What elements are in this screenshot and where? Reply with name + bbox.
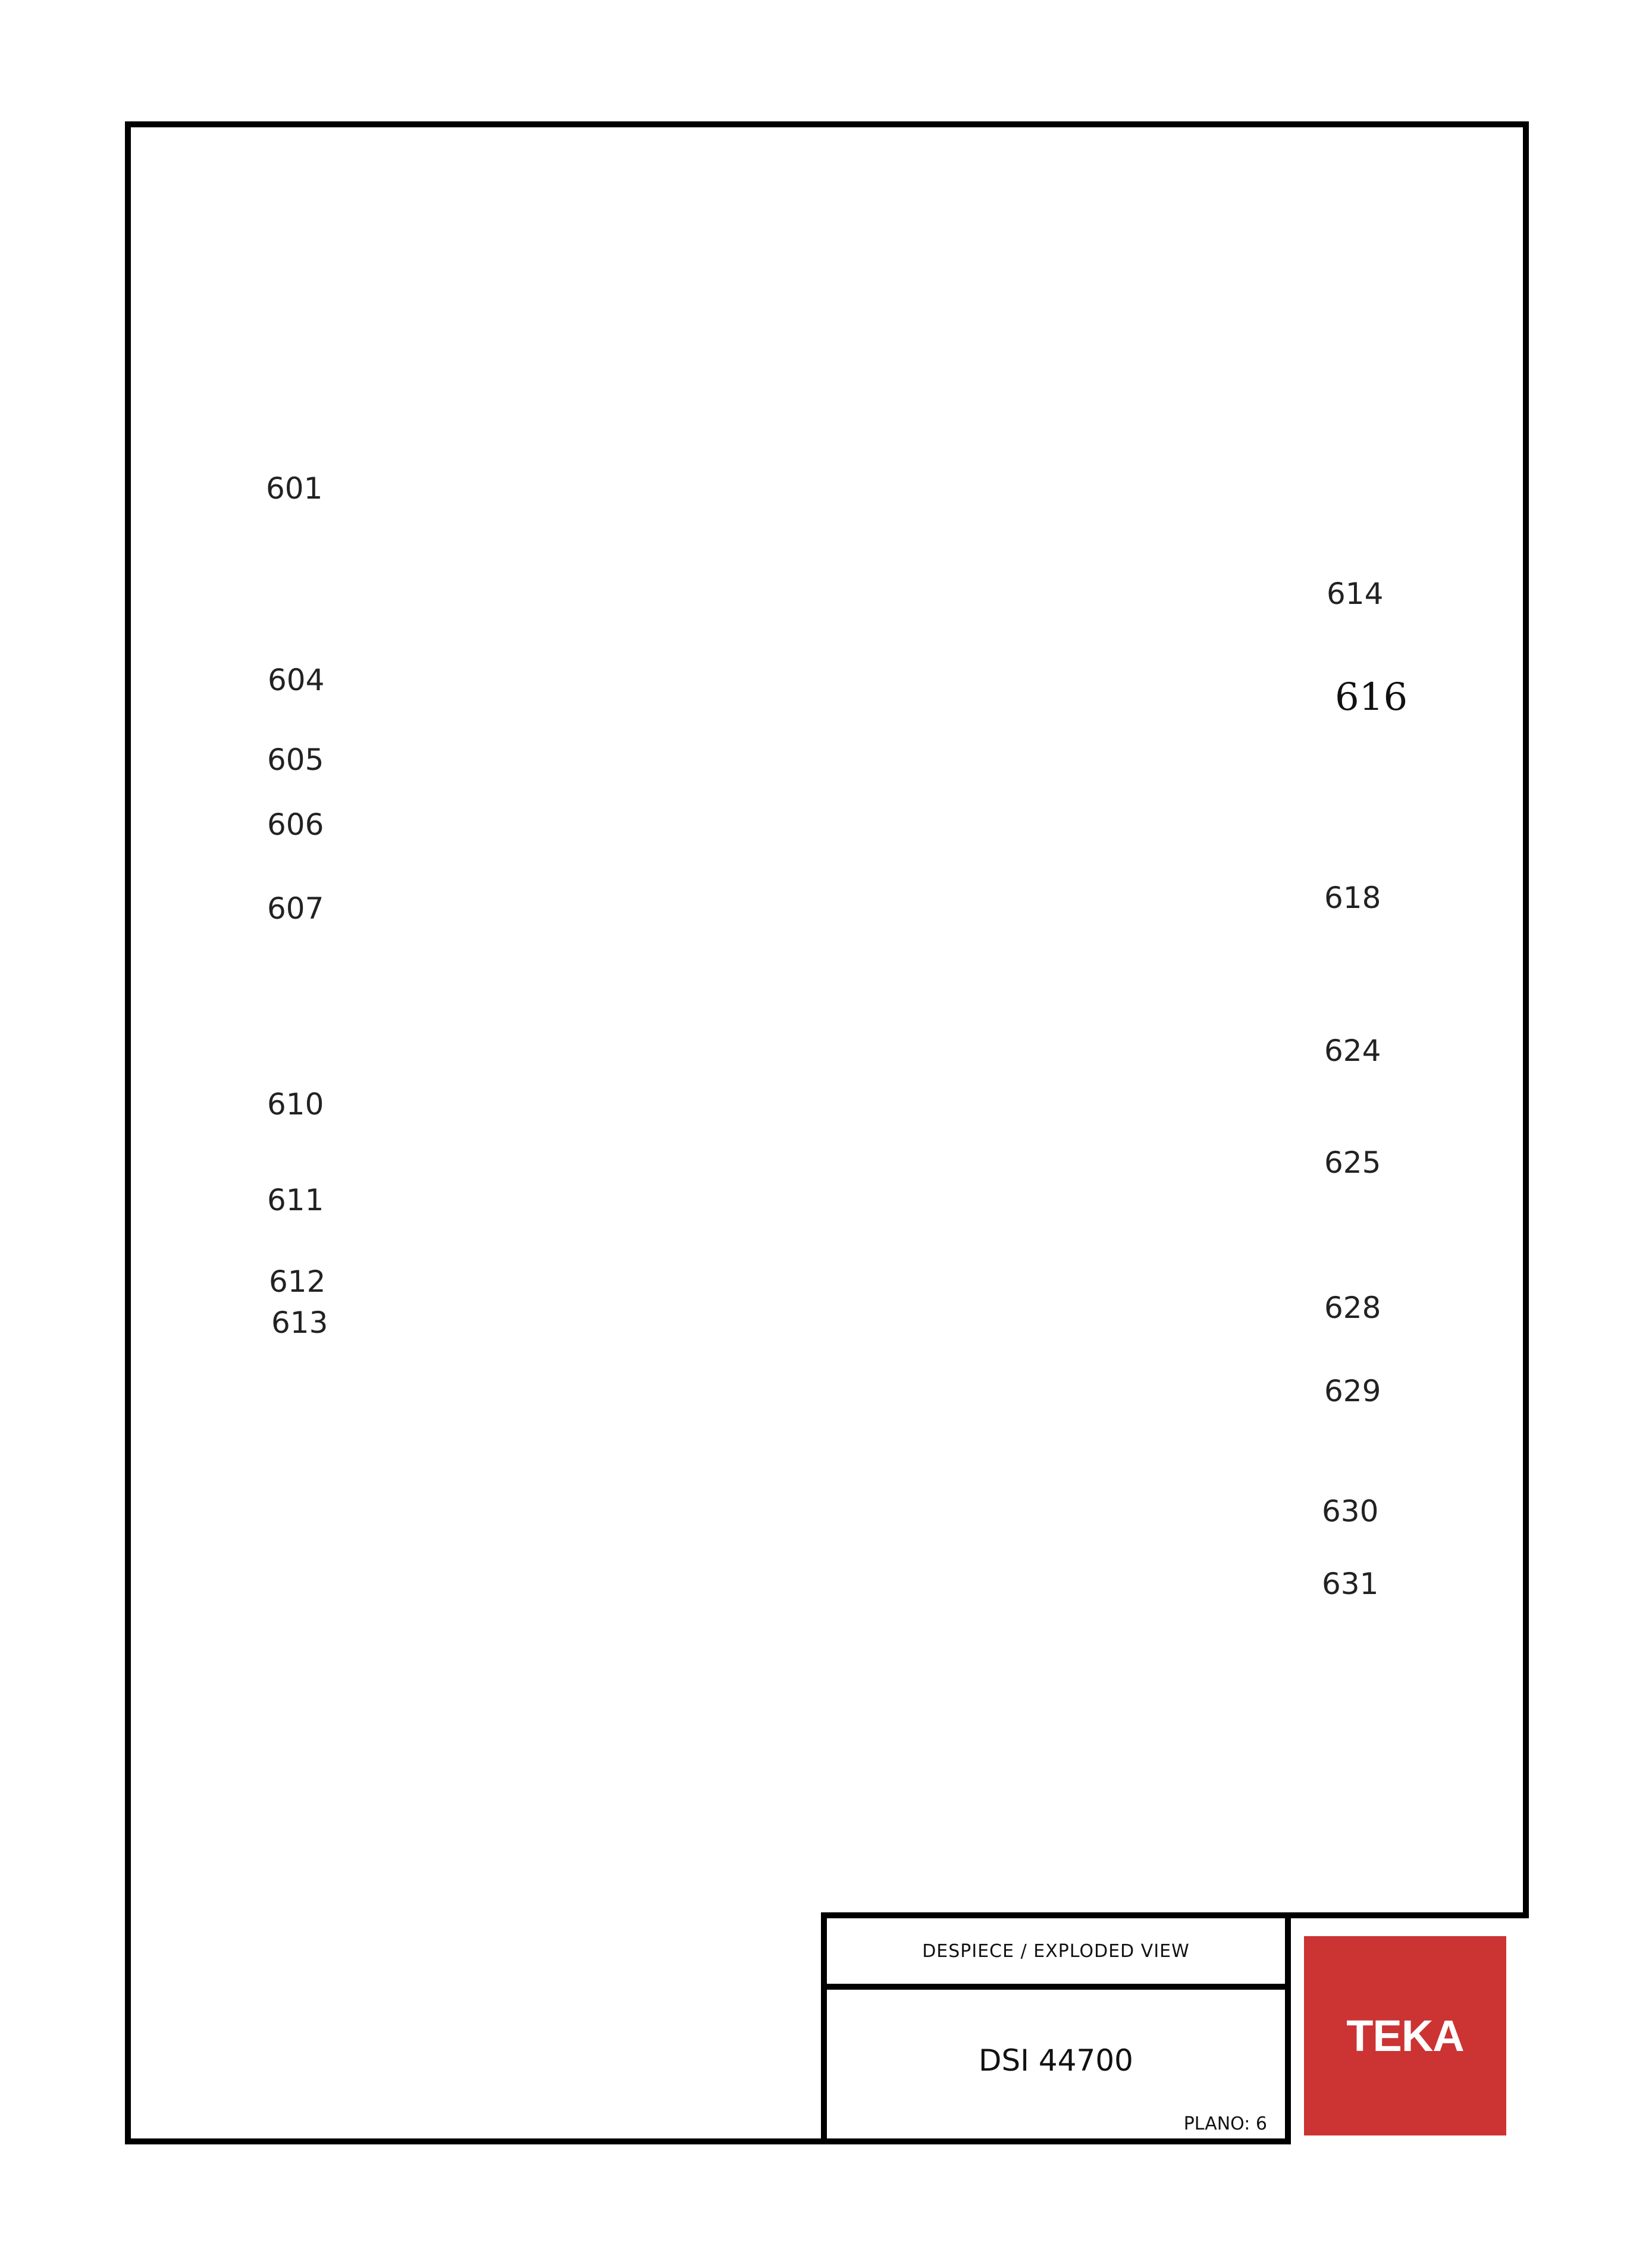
title-block-model-cell (821, 1984, 1291, 2144)
teka-logo (1304, 1936, 1506, 2135)
callout-629: 629 (1324, 1374, 1381, 1408)
callout-604: 604 (268, 663, 325, 697)
callout-611: 611 (267, 1183, 324, 1217)
title-block-header: DESPIECE / EXPLODED VIEW (821, 1912, 1291, 1990)
callout-618: 618 (1324, 881, 1381, 915)
brand-wordmark: TEKA (1346, 2011, 1464, 2061)
plano-number: PLANO: 6 (1183, 2113, 1267, 2134)
callout-631: 631 (1322, 1567, 1379, 1601)
callout-613: 613 (271, 1305, 328, 1340)
drawing-frame (125, 121, 1529, 2144)
callout-614: 614 (1327, 577, 1384, 611)
model-name: DSI 44700 (979, 2043, 1133, 2078)
title-block (821, 1912, 1529, 2144)
callout-630: 630 (1322, 1494, 1379, 1529)
callout-625: 625 (1324, 1145, 1381, 1180)
callout-607: 607 (267, 891, 324, 926)
callout-601: 601 (266, 471, 323, 506)
logo-cell (1291, 1912, 1529, 2144)
callout-606: 606 (267, 807, 324, 842)
callout-610: 610 (267, 1087, 324, 1122)
callout-624: 624 (1324, 1034, 1381, 1068)
callout-612: 612 (269, 1264, 326, 1299)
callout-628: 628 (1324, 1291, 1381, 1325)
callout-605: 605 (267, 743, 324, 777)
callout-616: 616 (1335, 675, 1408, 719)
